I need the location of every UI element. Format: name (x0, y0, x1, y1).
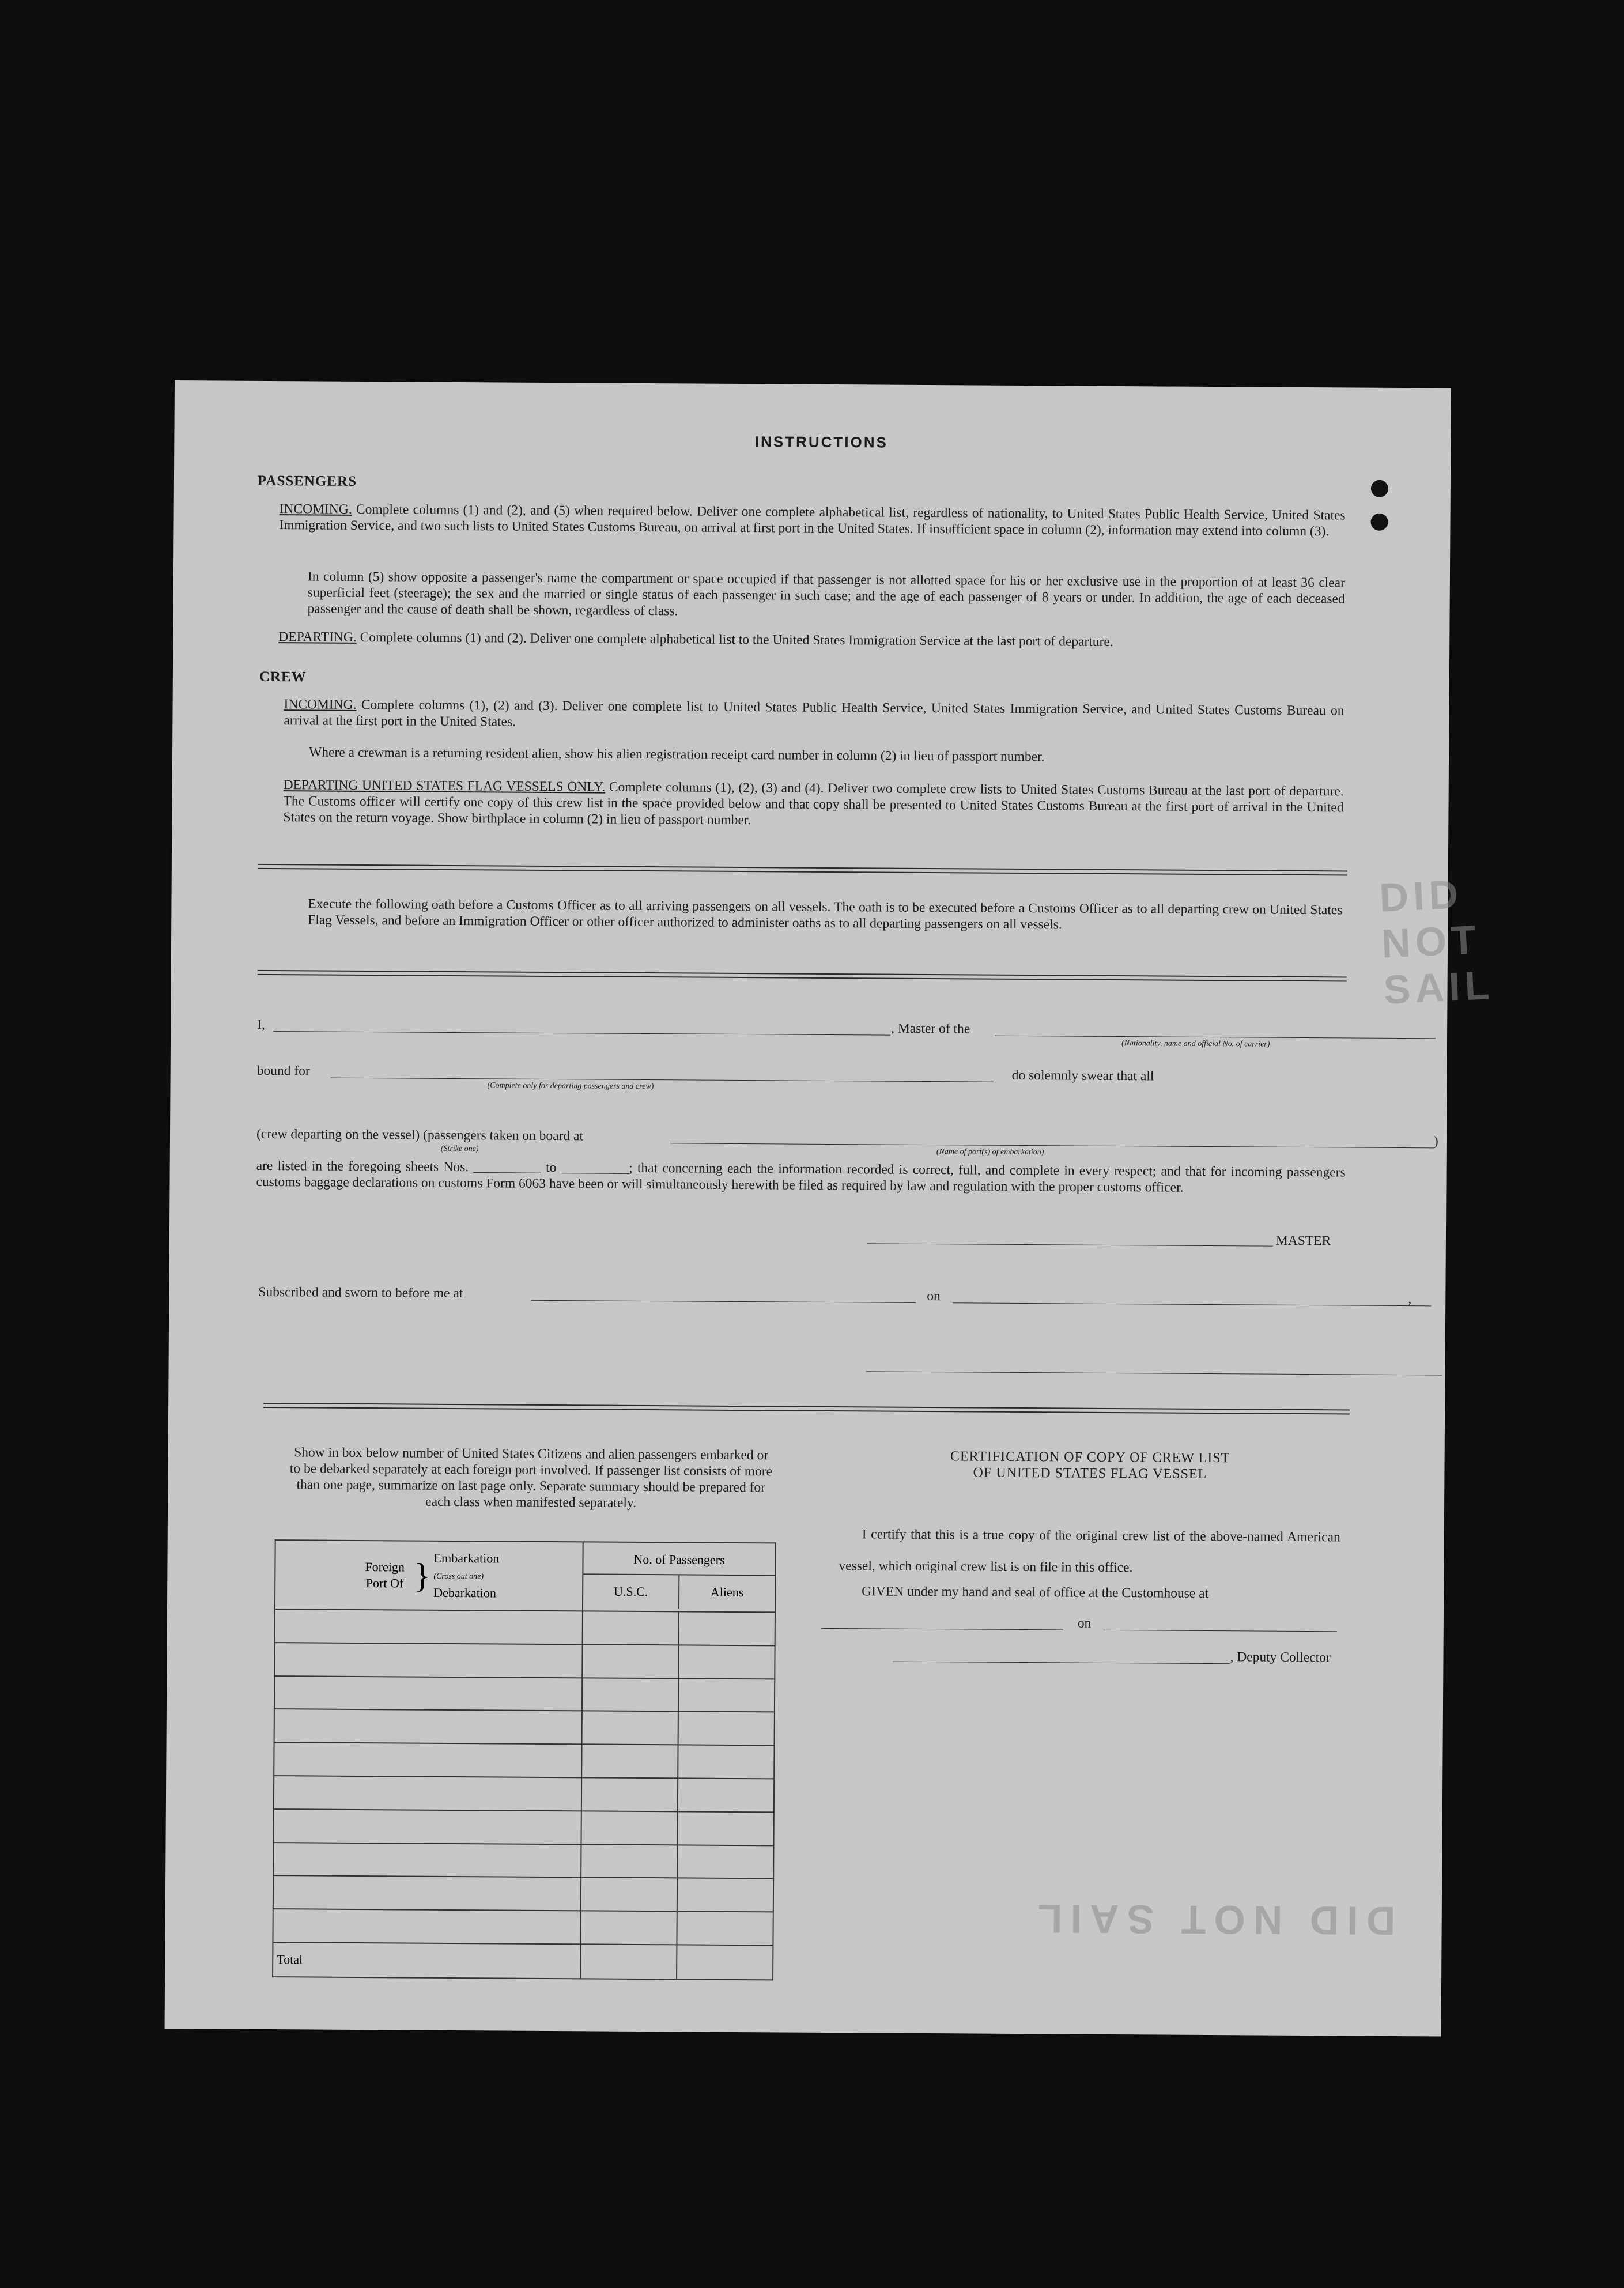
port-cell[interactable] (274, 1809, 581, 1844)
aliens-cell[interactable] (678, 1778, 774, 1812)
certification-title-line2: OF UNITED STATES FLAG VESSEL (973, 1465, 1207, 1482)
bleed-through-stamp-top: DID NOT SAIL (1378, 871, 1495, 1013)
master-label: MASTER (1275, 1233, 1331, 1249)
certification-title (888, 1448, 1291, 1483)
cross-out-label: (Cross out one) (433, 1572, 484, 1581)
crew-departing-paragraph (283, 777, 1343, 832)
bound-for-label: bound for (256, 1063, 310, 1079)
crew-departing-text: Complete columns (1), (2), (3) and (4). Deliver two complete crew lists to United States Customs Bureau at the last port of departure. The Customs officer will certify one copy of this crew list in the space provided below and that copy shall be presented to United States Customs Bureau at the first port of arrival in the United States on the return voyage. Show birthplace in column (2) in lieu of passport number. (283, 779, 1344, 828)
usc-label: U.S.C. (583, 1575, 679, 1609)
table-header-row (275, 1540, 776, 1612)
listed-sheets-paragraph: are listed in the foregoing sheets Nos. __________ to __________; that concerning each the information recorded is correct, full, and complete in every respect; and that for incoming passengers customs baggage declarations on customs Form 6063 have been or will simultaneously herewith be filed as required by law and regulation with the proper customs officer. (256, 1158, 1346, 1195)
usc-cell[interactable] (582, 1644, 678, 1678)
aliens-cell[interactable] (677, 1878, 773, 1912)
column5-paragraph: In column (5) show opposite a passenger's name the compartment or space occupied if that passenger is not allotted space for his or her exclusive use in the proportion of at least 36 clear superficial feet (steerage); the sex and the married or single status of each passenger in such case; and the age of each passenger of 8 years or under. In addition, the age of each deceased passenger and the cause of death shall be shown, regardless of class. (307, 569, 1345, 619)
port-cell[interactable] (275, 1609, 583, 1644)
deputy-collector-label: , Deputy Collector (1230, 1649, 1331, 1666)
table-row (275, 1609, 775, 1645)
aliens-cell[interactable] (677, 1912, 773, 1946)
crew-returning-paragraph: Where a crewman is a returning resident alien, show his alien registration receipt card number in column (2) in lieu of passport number. (308, 745, 1045, 765)
table-total-row (273, 1942, 773, 1980)
master-of-label: , Master of the (891, 1021, 970, 1037)
usc-cell[interactable] (581, 1844, 677, 1878)
strike-one-caption: (Strike one) (440, 1144, 479, 1154)
port-cell[interactable] (273, 1876, 581, 1911)
certification-paragraph: I certify that this is a true copy of the original crew list of the above-named American vessel, which original crew list is on file in this office. (839, 1527, 1340, 1576)
table-row (274, 1742, 774, 1779)
subscribed-on-label: on (927, 1289, 941, 1304)
passengers-departing-paragraph (278, 629, 1344, 651)
crew-incoming-label: INCOMING. (284, 697, 357, 712)
usc-cell[interactable] (582, 1678, 678, 1712)
subscribed-date-line (953, 1302, 1431, 1306)
crew-incoming-text: Complete columns (1), (2) and (3). Deliver one complete list to United States Public Health Service, United States Immigration Service, and United States Customs Bureau on arrival at the first port in the United States. (284, 697, 1344, 730)
usc-cell[interactable] (581, 1811, 677, 1845)
certification-title-line1: CERTIFICATION OF COPY OF CREW LIST (950, 1449, 1230, 1466)
passengers-departing-label: DEPARTING. (278, 629, 357, 645)
port-cell[interactable] (274, 1709, 582, 1744)
crew-departing-label: DEPARTING UNITED STATES FLAG VESSELS ONLY. (283, 777, 606, 795)
port-cell[interactable] (274, 1742, 581, 1777)
ports-line (670, 1143, 1434, 1148)
total-label: Total (273, 1942, 580, 1979)
bound-for-line (331, 1078, 994, 1082)
subheader-row (583, 1575, 775, 1609)
port-cell[interactable] (274, 1776, 581, 1811)
ports-caption: (Name of port(s) of embarkation) (936, 1147, 1044, 1157)
passengers-departing-text: Complete columns (1) and (2). Deliver one complete alphabetical list to the United States Immigration Service at the last port of departure. (360, 629, 1113, 650)
oath-instructions: Execute the following oath before a Customs Officer as to all arriving passengers on all vessels. The oath is to be executed before a Customs Officer as to all departing crew on United States Flag Vessels, and before an Immigration Officer or other officer authorized to administer oaths as to all departing passengers on all vessels. (308, 896, 1343, 932)
subscribed-label: Subscribed and sworn to before me at (258, 1284, 463, 1301)
passengers-section-label: PASSENGERS (257, 473, 357, 489)
divider-2 (258, 970, 1347, 982)
given-under-label: GIVEN under my hand and seal of office at the Customhouse at (862, 1584, 1209, 1601)
customhouse-line (821, 1628, 1063, 1630)
table-row (274, 1776, 774, 1812)
master-signature-line (867, 1243, 1273, 1246)
aliens-cell[interactable] (677, 1845, 773, 1879)
table-row (274, 1643, 775, 1679)
form-sheet (165, 380, 1495, 2036)
crew-incoming-paragraph (284, 696, 1344, 735)
crew-departing-label-oath: (crew departing on the vessel) (passengers taken on board at (256, 1126, 584, 1144)
divider-3 (263, 1403, 1350, 1415)
total-aliens-cell[interactable] (677, 1945, 773, 1980)
subscribed-comma: , (1408, 1292, 1412, 1307)
passengers-incoming-paragraph (279, 501, 1345, 539)
summary-instructions: Show in box below number of United States Citizens and alien passengers embarked or to be debarked separately at each foreign port involved. If passenger list consists of more than one page, summarize on last page only. Separate summary should be prepared for each class when manifested separately. (289, 1445, 773, 1511)
usc-cell[interactable] (583, 1611, 679, 1645)
passengers-incoming-label: INCOMING. (279, 501, 352, 517)
bleed-through-stamp-bottom: DID NOT SAIL (1029, 1896, 1396, 1943)
aliens-cell[interactable] (678, 1645, 775, 1679)
aliens-cell[interactable] (677, 1811, 773, 1845)
passenger-summary-table (272, 1539, 776, 1980)
punch-hole-bottom (1370, 514, 1388, 531)
table-body (273, 1609, 775, 1945)
usc-cell[interactable] (582, 1711, 678, 1745)
carrier-caption: (Nationality, name and official No. of carrier) (1121, 1039, 1270, 1049)
passengers-incoming-text: Complete columns (1) and (2), and (5) when required below. Deliver one complete alphabetical list, regardless of nationality, to United States Public Health Service, United States Immigration Service, and two such lists to United States Customs Bureau, on arrival at first port in the United States. If insufficient space in column (2), information may extend into column (3). (279, 501, 1346, 539)
aliens-cell[interactable] (678, 1712, 775, 1746)
page-title: INSTRUCTIONS (754, 433, 888, 451)
table-row (274, 1809, 774, 1845)
aliens-cell[interactable] (678, 1745, 774, 1779)
punch-hole-top (1371, 480, 1388, 497)
certification-date-line (1104, 1630, 1337, 1632)
aliens-cell[interactable] (679, 1611, 775, 1645)
close-paren: ) (1433, 1134, 1438, 1149)
port-cell[interactable] (274, 1643, 582, 1678)
crew-section-label: CREW (259, 669, 307, 685)
usc-cell[interactable] (581, 1878, 677, 1912)
foreign-port-of-label: Foreign Port Of (365, 1560, 405, 1591)
aliens-label: Aliens (710, 1584, 744, 1600)
debarkation-label: Debarkation (433, 1585, 497, 1600)
no-of-passengers-label: No. of Passengers (583, 1545, 775, 1576)
usc-cell[interactable] (581, 1777, 678, 1811)
total-usc-cell[interactable] (580, 1944, 677, 1979)
table-row (273, 1876, 773, 1912)
table-row (273, 1909, 773, 1945)
brace-glyph: } (413, 1556, 431, 1595)
port-cell[interactable] (274, 1676, 582, 1711)
divider-1 (258, 864, 1347, 876)
swear-text: do solemnly swear that all (1011, 1067, 1154, 1084)
table-row (274, 1676, 775, 1712)
port-cell[interactable] (273, 1909, 580, 1944)
deputy-signature-line (893, 1662, 1230, 1664)
table-row (274, 1709, 775, 1745)
passengers-header-cell (583, 1542, 776, 1612)
table-row (273, 1843, 773, 1879)
subscribed-place-line (531, 1300, 916, 1303)
oath-i-label: I, (257, 1017, 265, 1032)
port-header-cell (275, 1540, 583, 1611)
usc-cell[interactable] (580, 1911, 677, 1945)
carrier-line (995, 1036, 1436, 1039)
aliens-cell[interactable] (678, 1678, 775, 1712)
embarkation-label: Embarkation (433, 1550, 500, 1566)
master-name-line (273, 1031, 890, 1036)
usc-cell[interactable] (581, 1745, 678, 1779)
embark-debark-labels (433, 1550, 499, 1602)
officer-signature-line (866, 1371, 1442, 1375)
bound-for-caption: (Complete only for departing passengers and crew) (487, 1081, 654, 1092)
certification-on-label: on (1077, 1615, 1092, 1631)
port-cell[interactable] (273, 1843, 581, 1878)
